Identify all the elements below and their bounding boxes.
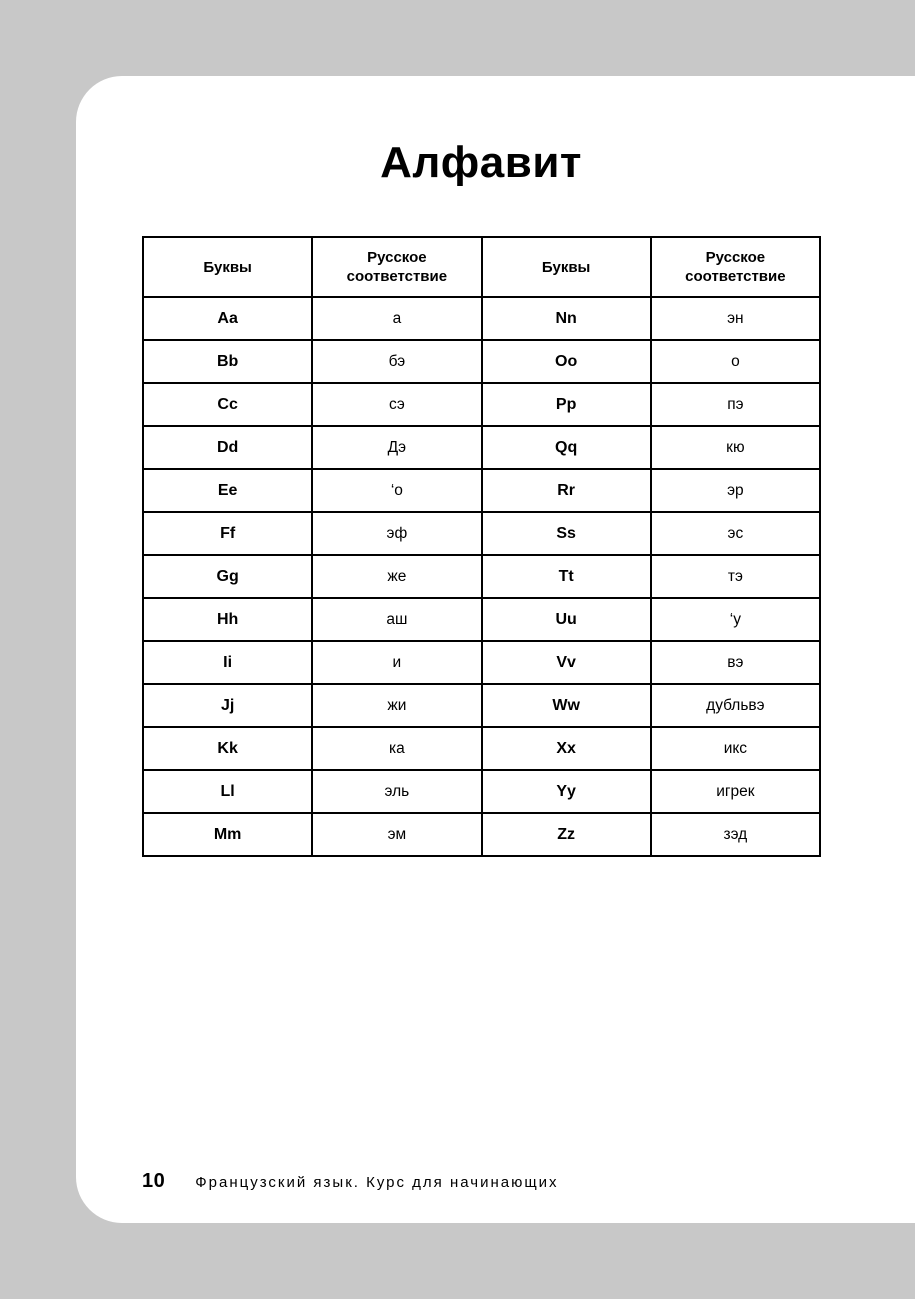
letter-right-cell: Uu [482,598,651,641]
letter-right-cell: Vv [482,641,651,684]
page-number: 10 [142,1170,166,1192]
russian-right-cell: пэ [651,383,820,426]
header-letters-right: Буквы [482,237,651,297]
book-page [76,76,915,1223]
russian-right-cell: о [651,340,820,383]
russian-left-cell: жи [312,684,481,727]
table-row [143,641,820,684]
table-row [143,469,820,512]
russian-right-cell: ‘у [651,598,820,641]
header-russian-left: Русское соответствие [312,237,481,297]
letter-left-cell: Bb [143,340,312,383]
letter-left-cell: Kk [143,727,312,770]
russian-right-cell: игрек [651,770,820,813]
russian-left-cell: бэ [312,340,481,383]
russian-left-cell: эль [312,770,481,813]
letter-left-cell: Jj [143,684,312,727]
letter-left-cell: Aa [143,297,312,340]
header-russian-right: Русское соответствие [651,237,820,297]
russian-right-cell: эр [651,469,820,512]
table-row [143,598,820,641]
letter-right-cell: Xx [482,727,651,770]
russian-right-cell: кю [651,426,820,469]
russian-left-cell: аш [312,598,481,641]
russian-right-cell: икс [651,727,820,770]
table-row [143,512,820,555]
letter-left-cell: Ii [143,641,312,684]
letter-left-cell: Gg [143,555,312,598]
russian-left-cell: и [312,641,481,684]
letter-right-cell: Qq [482,426,651,469]
russian-right-cell: зэд [651,813,820,856]
russian-left-cell: эм [312,813,481,856]
russian-right-cell: тэ [651,555,820,598]
russian-right-cell: эн [651,297,820,340]
header-letters-left: Буквы [143,237,312,297]
page-footer [142,1170,559,1193]
letter-right-cell: Pp [482,383,651,426]
table-header-row [143,237,820,297]
letter-right-cell: Yy [482,770,651,813]
table-row [143,426,820,469]
russian-right-cell: эс [651,512,820,555]
russian-left-cell: а [312,297,481,340]
table-row [143,770,820,813]
table-row [143,684,820,727]
letter-right-cell: Nn [482,297,651,340]
letter-right-cell: Zz [482,813,651,856]
russian-left-cell: ка [312,727,481,770]
letter-right-cell: Rr [482,469,651,512]
table-row [143,297,820,340]
table-row [143,555,820,598]
letter-left-cell: Cc [143,383,312,426]
russian-left-cell: ‘о [312,469,481,512]
russian-left-cell: же [312,555,481,598]
russian-right-cell: дубльвэ [651,684,820,727]
russian-left-cell: эф [312,512,481,555]
letter-left-cell: Ff [143,512,312,555]
letter-right-cell: Tt [482,555,651,598]
table-row [143,383,820,426]
letter-right-cell: Oo [482,340,651,383]
book-title: Французский язык. Курс для начинающих [195,1174,559,1191]
table-body [143,297,820,856]
table-row [143,813,820,856]
alphabet-table [142,236,821,857]
letter-right-cell: Ww [482,684,651,727]
table-row [143,727,820,770]
russian-left-cell: сэ [312,383,481,426]
russian-left-cell: Дэ [312,426,481,469]
letter-left-cell: Mm [143,813,312,856]
letter-left-cell: Dd [143,426,312,469]
letter-left-cell: Ll [143,770,312,813]
letter-left-cell: Ee [143,469,312,512]
russian-right-cell: вэ [651,641,820,684]
letter-right-cell: Ss [482,512,651,555]
letter-left-cell: Hh [143,598,312,641]
table-row [143,340,820,383]
page-title: Алфавит [380,138,582,187]
